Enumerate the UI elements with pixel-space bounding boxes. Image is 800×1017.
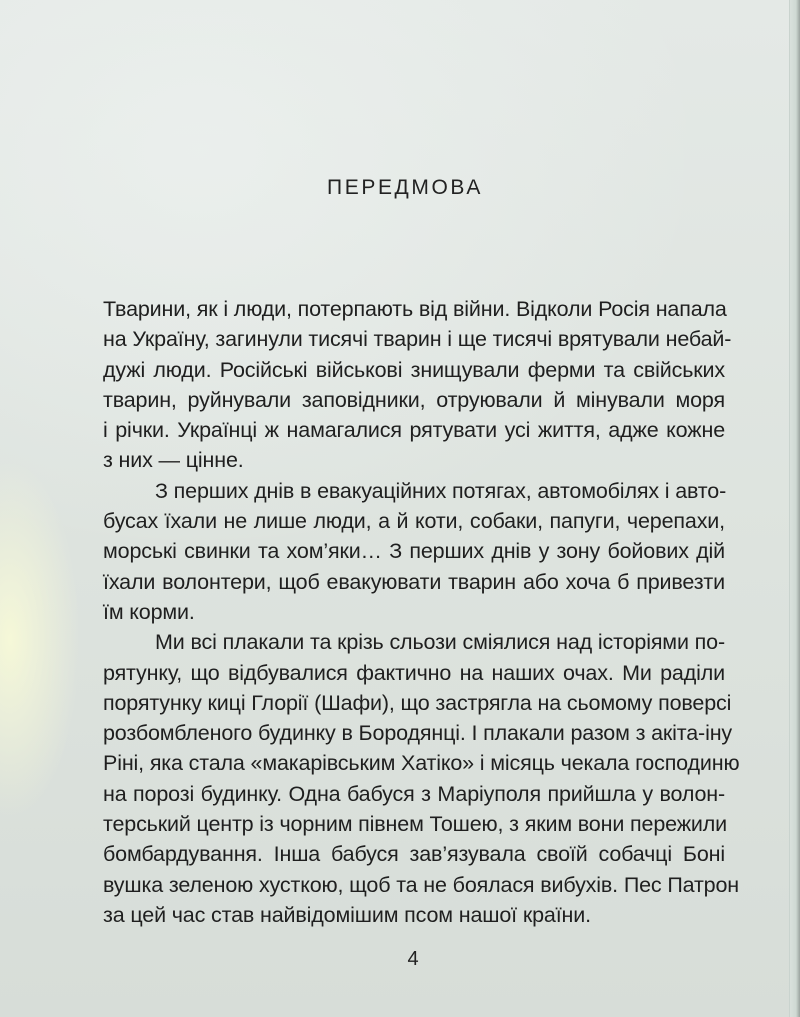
text-line: бомбардування. Інша бабуся зав’язувала своїй собачці Боні — [103, 842, 725, 867]
text-line: вушка зеленою хусткою, щоб та не боялася вибухів. Пес Патрон — [103, 872, 740, 897]
text-line: їм корми. — [103, 599, 195, 624]
text-line: порятунку киці Глорії (Шафи), що застрягла на сьомому поверсі — [103, 690, 732, 715]
text-line: і річки. Українці ж намагалися рятувати усі життя, адже кожне — [103, 418, 725, 443]
page-edge-shadow — [789, 0, 800, 1017]
body-text — [103, 294, 740, 930]
text-line: за цей час став найвідомішим псом нашої країни. — [103, 902, 591, 927]
text-line: Ми всі плакали та крізь сльози сміялися над історіями по- — [155, 630, 725, 655]
text-line: на порозі будинку. Одна бабуся з Маріуполя прийшла у волон- — [103, 781, 725, 806]
text-line: дужі люди. Російські військові знищували ферми та свійських — [103, 357, 725, 382]
text-line: Тварини, як і люди, потерпають від війни. Відколи Росія напала — [103, 297, 727, 321]
page-number: 4 — [407, 948, 419, 970]
text-line: рятунку, що відбувалися фактично на наших очах. Ми раділи — [103, 660, 725, 685]
text-line: З перших днів в евакуаційних потягах, автомобілях і авто- — [155, 478, 727, 503]
text-line: розбомбленого будинку в Бородянці. І плакали разом з акіта-іну — [103, 721, 733, 746]
paragraph-2 — [103, 476, 725, 627]
text-line: їхали волонтери, щоб евакуювати тварин або хоча б привезти — [103, 569, 725, 594]
text-line: з них — цінне. — [103, 448, 244, 473]
paragraph-1 — [103, 294, 732, 476]
text-line: тварин, руйнували заповідники, отруювали й мінували моря — [103, 387, 725, 412]
text-line: терський центр із чорним півнем Тошею, з яким вони пережили — [103, 812, 728, 837]
text-line: Ріні, яка стала «макарівським Хатіко» і місяць чекала господиню — [103, 751, 740, 776]
text-line: на Україну, загинули тисячі тварин і ще тисячі врятували небай- — [103, 327, 732, 352]
text-line: бусах їхали не лише люди, а й коти, собаки, папуги, черепахи, — [103, 509, 725, 534]
page-heading: ПЕРЕДМОВА — [327, 176, 483, 199]
paragraph-3 — [103, 627, 740, 930]
text-line: морські свинки та хом’яки… З перших днів у зону бойових дій — [103, 539, 725, 564]
